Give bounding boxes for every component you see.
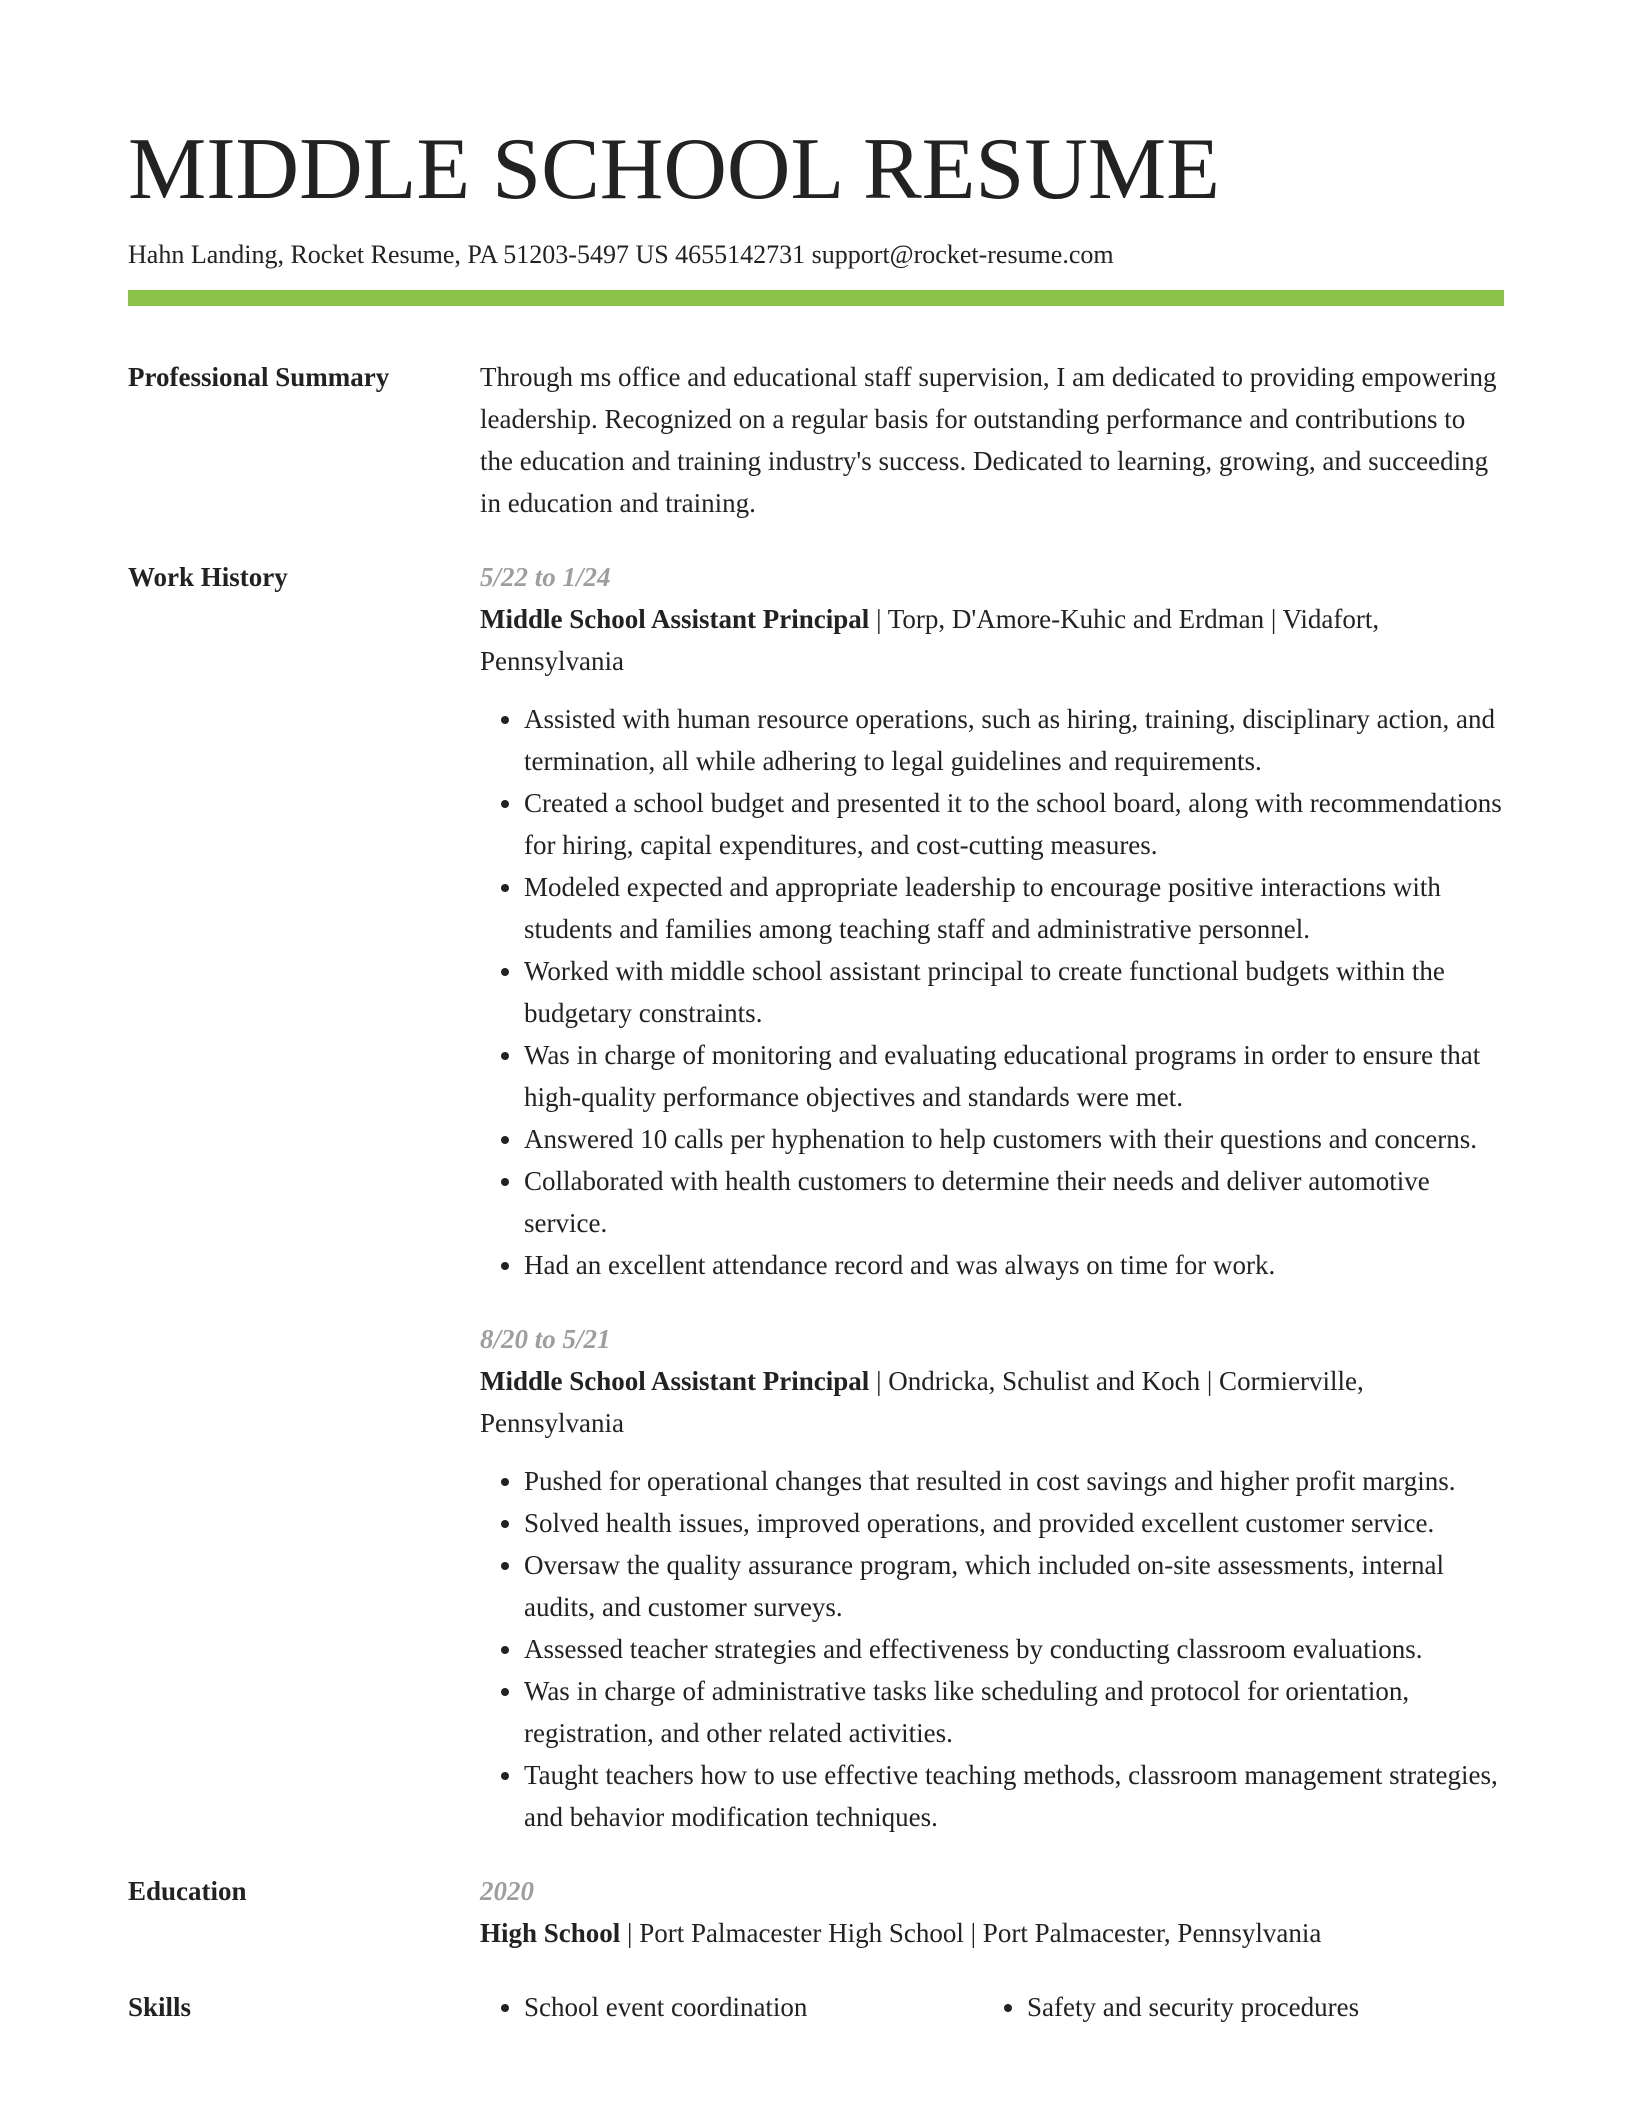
education-section (128, 1870, 1504, 1954)
bullet-item: • Collaborated with health customers to determine their needs and deliver automotive service. (524, 1160, 1504, 1244)
bullet-item: • Had an excellent attendance record and was always on time for work. (524, 1244, 1504, 1286)
job-details: | Torp, D'Amore-Kuhic and Erdman | Vidafort, Pennsylvania (480, 604, 1380, 676)
job-entry (480, 1318, 1504, 1838)
job-bullets (480, 1460, 1504, 1838)
education-year: 2020 (480, 1876, 534, 1906)
resume-title: MIDDLE SCHOOL RESUME (128, 121, 1220, 218)
job-details: | Ondricka, Schulist and Koch | Cormierville, Pennsylvania (480, 1366, 1364, 1438)
education-heading (480, 1912, 1504, 1954)
skills-column-2 (983, 1986, 1486, 2028)
skills-body (480, 1986, 1504, 2028)
section-heading-education: Education (128, 1876, 247, 1906)
skills-column-1 (480, 1986, 983, 2028)
job-dates: 5/22 to 1/24 (480, 562, 611, 592)
work-history-section (128, 556, 1504, 1838)
job-dates: 8/20 to 5/21 (480, 1324, 611, 1354)
contact-line: Hahn Landing, Rocket Resume, PA 51203-5497 US 4655142731 support@rocket-resume.com (128, 240, 1114, 269)
job-heading (480, 1360, 1504, 1444)
job-heading (480, 598, 1504, 682)
bullet-item: • Created a school budget and presented it to the school board, along with recommendations for hiring, capital expenditures, and cost-cutting measures. (524, 782, 1504, 866)
skill-item: • School event coordination (524, 1986, 983, 2028)
professional-summary-section (128, 356, 1504, 524)
bullet-item: • Assessed teacher strategies and effectiveness by conducting classroom evaluations. (524, 1628, 1504, 1670)
job-bullets (480, 698, 1504, 1286)
section-heading-skills: Skills (128, 1992, 192, 2022)
bullet-item: • Was in charge of administrative tasks like scheduling and protocol for orientation, registration, and other related activities. (524, 1670, 1504, 1754)
education-degree: High School (480, 1918, 621, 1948)
section-heading-work: Work History (128, 562, 288, 592)
bullet-item: • Answered 10 calls per hyphenation to help customers with their questions and concerns. (524, 1118, 1504, 1160)
job-title: Middle School Assistant Principal (480, 604, 870, 634)
skills-section (128, 1986, 1504, 2028)
skills-grid (480, 1986, 1504, 2028)
education-details: | Port Palmacester High School | Port Palmacester, Pennsylvania (620, 1918, 1322, 1948)
bullet-item: • Worked with middle school assistant principal to create functional budgets within the budgetary constraints. (524, 950, 1504, 1034)
section-heading-summary: Professional Summary (128, 362, 390, 392)
job-entry (480, 556, 1504, 1286)
bullet-item: • Oversaw the quality assurance program, which included on-site assessments, internal audits, and customer surveys. (524, 1544, 1504, 1628)
bullet-item: • Taught teachers how to use effective teaching methods, classroom management strategies, and behavior modification techniques. (524, 1754, 1504, 1838)
resume-page (128, 118, 1504, 2028)
bullet-item: • Modeled expected and appropriate leadership to encourage positive interactions with students and families among teaching staff and administrative personnel. (524, 866, 1504, 950)
bullet-item: • Pushed for operational changes that resulted in cost savings and higher profit margins. (524, 1460, 1504, 1502)
job-title: Middle School Assistant Principal (480, 1366, 870, 1396)
bullet-item: • Was in charge of monitoring and evaluating educational programs in order to ensure that high-quality performance objectives and standards were met. (524, 1034, 1504, 1118)
skill-item: • Safety and security procedures (1027, 1986, 1486, 2028)
work-history-body (480, 556, 1504, 1838)
bullet-item: • Solved health issues, improved operations, and provided excellent customer service. (524, 1502, 1504, 1544)
header-divider (128, 290, 1504, 306)
summary-text: Through ms office and educational staff supervision, I am dedicated to providing empowering leadership. Recognized on a regular basis for outstanding performance and contributions to the education and training industry's success. Dedicated to learning, growing, and succeeding in education and training. (480, 362, 1497, 518)
bullet-item: • Assisted with human resource operations, such as hiring, training, disciplinary action, and termination, all while adhering to legal guidelines and requirements. (524, 698, 1504, 782)
education-body (480, 1870, 1504, 1954)
